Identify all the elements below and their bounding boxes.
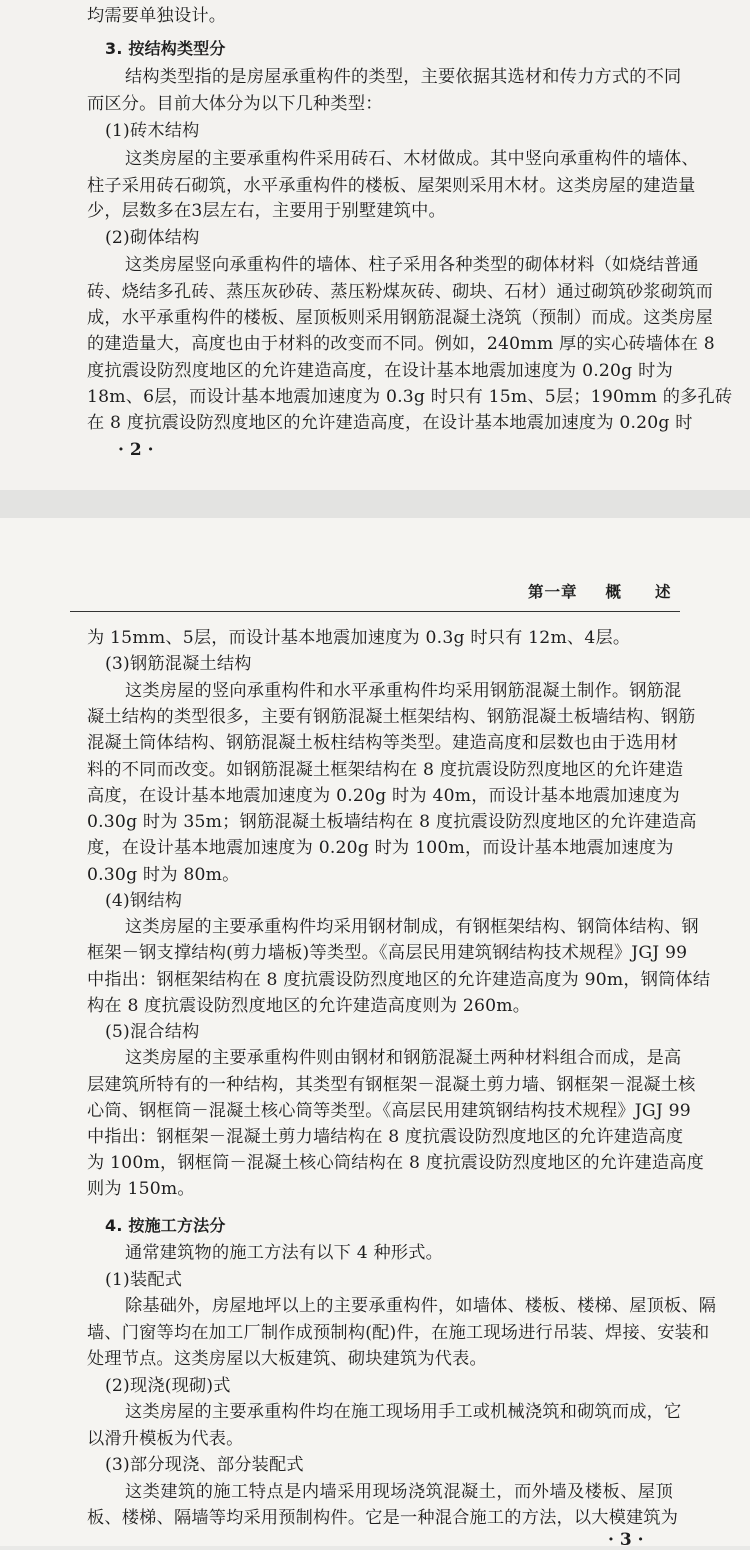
subheading: (4)钢结构 <box>105 891 183 911</box>
text-line: 这类建筑的施工特点是内墙采用现场浇筑混凝土，而外墙及楼板、屋顶 <box>125 1482 673 1502</box>
text-line: 度，在设计基本地震加速度为 0.20g 时为 100m，而设计基本地震加速度为 <box>87 838 674 858</box>
section-heading: 3. 按结构类型分 <box>105 39 226 58</box>
text-line: 均需要单独设计。 <box>87 6 227 26</box>
text-line: 0.30g 时为 80m。 <box>87 865 240 885</box>
text-line: 料的不同而改变。如钢筋混凝土框架结构在 8 度抗震设防烈度地区的允许建造 <box>87 760 684 780</box>
text-line: 高度，在设计基本地震加速度为 0.20g 时为 40m，而设计基本地震加速度为 <box>87 786 680 806</box>
text-line: 层建筑所特有的一种结构，其类型有钢框架－混凝土剪力墙、钢框架－混凝土核 <box>87 1075 696 1095</box>
book-page-3 <box>0 518 750 1550</box>
text-line: 构在 8 度抗震设防烈度地区的允许建造高度则为 260m。 <box>87 996 531 1016</box>
text-line: 凝土结构的类型很多，主要有钢筋混凝土框架结构、钢筋混凝土板墙结构、钢筋 <box>87 707 696 727</box>
subheading: (2)现浇(现砌)式 <box>105 1376 231 1396</box>
text-line: 则为 150m。 <box>87 1179 195 1199</box>
page-gap <box>0 490 750 518</box>
text-line: 墙、门窗等均在加工厂制作成预制构(配)件，在施工现场进行吊装、焊接、安装和 <box>87 1323 710 1343</box>
page-number: · 2 · <box>118 440 154 460</box>
subheading: (2)砌体结构 <box>105 228 200 248</box>
text-line: 0.30g 时为 35m；钢筋混凝土板墙结构在 8 度抗震设防烈度地区的允许建造高 <box>87 812 697 832</box>
page-number: · 3 · <box>608 1530 644 1550</box>
chapter-title: 概 述 <box>605 583 672 601</box>
text-line: 除基础外，房屋地坪以上的主要承重构件，如墙体、楼板、楼梯、屋顶板、隔 <box>125 1296 717 1316</box>
text-line: 为 15mm、5层，而设计基本地震加速度为 0.3g 时只有 12m、4层。 <box>87 628 631 648</box>
text-line: 18m、6层，而设计基本地震加速度为 0.3g 时只有 15m、5层；190mm 的多孔砖 <box>87 387 733 407</box>
text-line: 这类房屋的竖向承重构件和水平承重构件均采用钢筋混凝土制作。钢筋混 <box>125 681 682 701</box>
text-line: 心筒、钢框筒－混凝土核心筒等类型。《高层民用建筑钢结构技术规程》JGJ 99 <box>87 1101 691 1121</box>
chapter-label: 第一章 <box>528 583 578 601</box>
text-line: 度抗震设防烈度地区的允许建造高度，在设计基本地震加速度为 0.20g 时为 <box>87 361 673 381</box>
text-line: 在 8 度抗震设防烈度地区的允许建造高度，在设计基本地震加速度为 0.20g 时 <box>87 413 693 433</box>
section-heading: 4. 按施工方法分 <box>105 1216 226 1235</box>
header-rule <box>70 611 680 612</box>
text-line: 这类房屋的主要承重构件均采用钢材制成，有钢框架结构、钢筒体结构、钢 <box>125 917 699 937</box>
text-line: 柱子采用砖石砌筑，水平承重构件的楼板、屋架则采用木材。这类房屋的建造量 <box>87 176 696 196</box>
text-line: 中指出：钢框架－混凝土剪力墙结构在 8 度抗震设防烈度地区的允许建造高度 <box>87 1127 684 1147</box>
text-line: 砖、烧结多孔砖、蒸压灰砂砖、蒸压粉煤灰砖、砌块、石材）通过砌筑砂浆砌筑而 <box>87 282 713 302</box>
subheading: (5)混合结构 <box>105 1022 200 1042</box>
text-line: 成，水平承重构件的楼板、屋顶板则采用钢筋混凝土浇筑（预制）而成。这类房屋 <box>87 308 713 328</box>
text-line: 这类房屋竖向承重构件的墙体、柱子采用各种类型的砌体材料（如烧结普通 <box>125 255 699 275</box>
text-line: 这类房屋的主要承重构件均在施工现场用手工或机械浇筑和砌筑而成，它 <box>125 1402 682 1422</box>
text-line: 结构类型指的是房屋承重构件的类型，主要依据其选材和传力方式的不同 <box>125 67 682 87</box>
subheading: (3)钢筋混凝土结构 <box>105 654 252 674</box>
text-line: 以滑升模板为代表。 <box>87 1429 244 1449</box>
text-line: 这类房屋的主要承重构件采用砖石、木材做成。其中竖向承重构件的墙体、 <box>125 149 699 169</box>
text-line: 框架－钢支撑结构(剪力墙板)等类型。《高层民用建筑钢结构技术规程》JGJ 99 <box>87 943 688 963</box>
text-line: 处理节点。这类房屋以大板建筑、砌块建筑为代表。 <box>87 1349 487 1369</box>
subheading: (3)部分现浇、部分装配式 <box>105 1455 304 1475</box>
text-line: 的建造量大，高度也由于材料的改变而不同。例如，240mm 厚的实心砖墙体在 8 <box>87 334 715 354</box>
subheading: (1)砖木结构 <box>105 121 200 141</box>
book-page-2 <box>0 0 750 490</box>
running-head <box>528 580 672 602</box>
text-line: 中指出：钢框架结构在 8 度抗震设防烈度地区的允许建造高度为 90m，钢筒体结 <box>87 970 711 990</box>
text-line: 这类房屋的主要承重构件则由钢材和钢筋混凝土两种材料组合而成，是高 <box>125 1048 682 1068</box>
text-line: 少，层数多在3层左右，主要用于别墅建筑中。 <box>87 201 446 221</box>
subheading: (1)装配式 <box>105 1270 183 1290</box>
text-line: 为 100m，钢框筒－混凝土核心筒结构在 8 度抗震设防烈度地区的允许建造高度 <box>87 1153 705 1173</box>
text-line: 通常建筑物的施工方法有以下 4 种形式。 <box>125 1243 444 1263</box>
text-line: 板、楼梯、隔墙等均采用预制构件。它是一种混合施工的方法，以大模建筑为 <box>87 1508 679 1528</box>
text-line: 而区分。目前大体分为以下几种类型： <box>87 94 383 114</box>
text-line: 混凝土筒体结构、钢筋混凝土板柱结构等类型。建造高度和层数也由于选用材 <box>87 733 679 753</box>
